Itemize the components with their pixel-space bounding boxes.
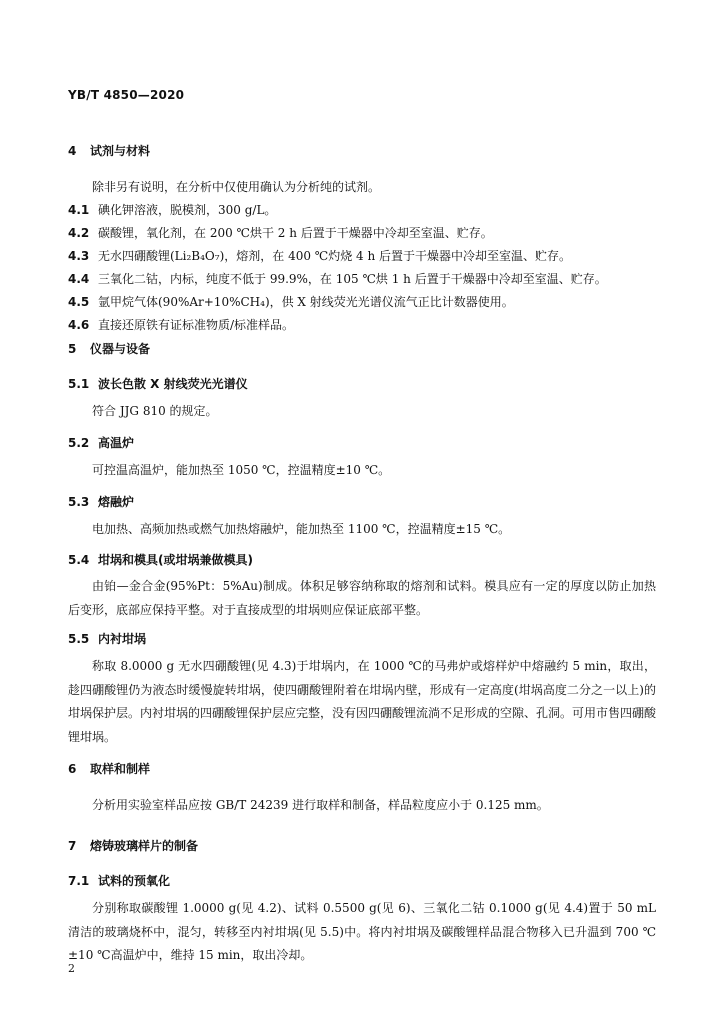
section-6-text: 分析用实验室样品应按 GB/T 24239 进行取样和制备，样品粒度应小于 0.125 mm。 [92,798,549,812]
section-title: 试剂与材料 [90,144,151,158]
item-4-4: 4.4 三氧化二钴，内标，纯度不低于 99.9%，在 105 ℃烘 1 h 后置于干燥器中冷却至室温、贮存。 [68,272,607,286]
item-4-1: 4.1 碘化钾溶液，脱模剂，300 g/L。 [68,203,277,217]
subsection-5-5-heading: 5.5 内衬坩埚 [68,632,147,646]
subsection-5-1-heading: 5.1 波长色散 X 射线荧光光谱仪 [68,377,248,391]
page-number: 2 [68,962,75,975]
subsection-5-2-text: 可控温高温炉，能加热至 1050 ℃，控温精度±10 ℃。 [92,463,391,477]
subsection-5-4-text: 由铂—金合金(95%Pt：5%Au)制成。体积足够容纳称取的熔剂和试料。模具应有一定的厚度以防止加热后变形，底部应保持平整。对于直接成型的坩埚则应保证底部平整。 [68,579,656,617]
section-number: 4 [68,144,77,158]
item-4-5: 4.5 氩甲烷气体(90%Ar+10%CH₄)，供 X 射线荧光光谱仪流气正比计数器使用。 [68,295,514,309]
subsection-5-3-heading: 5.3 熔融炉 [68,495,135,509]
section-7-heading: 7 熔铸玻璃样片的制备 [68,839,199,853]
subsection-5-1-text: 符合 JJG 810 的规定。 [92,404,218,418]
item-4-3: 4.3 无水四硼酸锂(Li₂B₄O₇)，熔剂，在 400 ℃灼烧 4 h 后置于干燥器中冷却至室温、贮存。 [68,249,572,263]
section-4-intro: 除非另有说明，在分析中仅使用确认为分析纯的试剂。 [92,180,381,194]
subsection-7-1-heading: 7.1 试料的预氧化 [68,874,171,888]
subsection-5-2-heading: 5.2 高温炉 [68,436,135,450]
standard-code: YB/T 4850—2020 [68,88,185,102]
subsection-5-5-text: 称取 8.0000 g 无水四硼酸锂(见 4.3)于坩埚内，在 1000 ℃的马弗炉或熔样炉中熔融约 5 min，取出，趁四硼酸锂仍为液态时缓慢旋转坩埚，使四硼酸锂附着在坩埚内壁，形成有一定高度(坩埚高度二分之一以上)的坩埚保护层。内衬坩埚的四硼酸锂保护层应完整，没有因四硼酸锂流淌不足形成的空隙、孔洞。可用市售四硼酸锂坩埚。 [68,659,657,744]
subsection-7-1-text: 分别称取碳酸锂 1.0000 g(见 4.2)、试料 0.5500 g(见 6)、三氧化二钴 0.1000 g(见 4.4)置于 50 mL 清洁的玻璃烧杯中，混匀，转移至内衬坩埚(见 5.5)中。将内衬坩埚及碳酸锂样品混合物移入已升温到 700 ℃±10 ℃高温炉中，维持 15 min，取出冷却。 [68,901,656,962]
section-4-heading [68,142,150,159]
item-4-6: 4.6 直接还原铁有证标准物质/标准样品。 [68,318,295,332]
subsection-5-3-text: 电加热、高频加热或燃气加热熔融炉，能加热至 1100 ℃，控温精度±15 ℃。 [92,522,511,536]
subsection-5-4-heading: 5.4 坩埚和模具(或坩埚兼做模具) [68,553,253,567]
section-5-heading: 5 仪器与设备 [68,342,151,356]
item-4-2: 4.2 碳酸锂，氧化剂，在 200 ℃烘干 2 h 后置于干燥器中冷却至室温、贮存。 [68,226,493,240]
section-6-heading: 6 取样和制样 [68,762,151,776]
